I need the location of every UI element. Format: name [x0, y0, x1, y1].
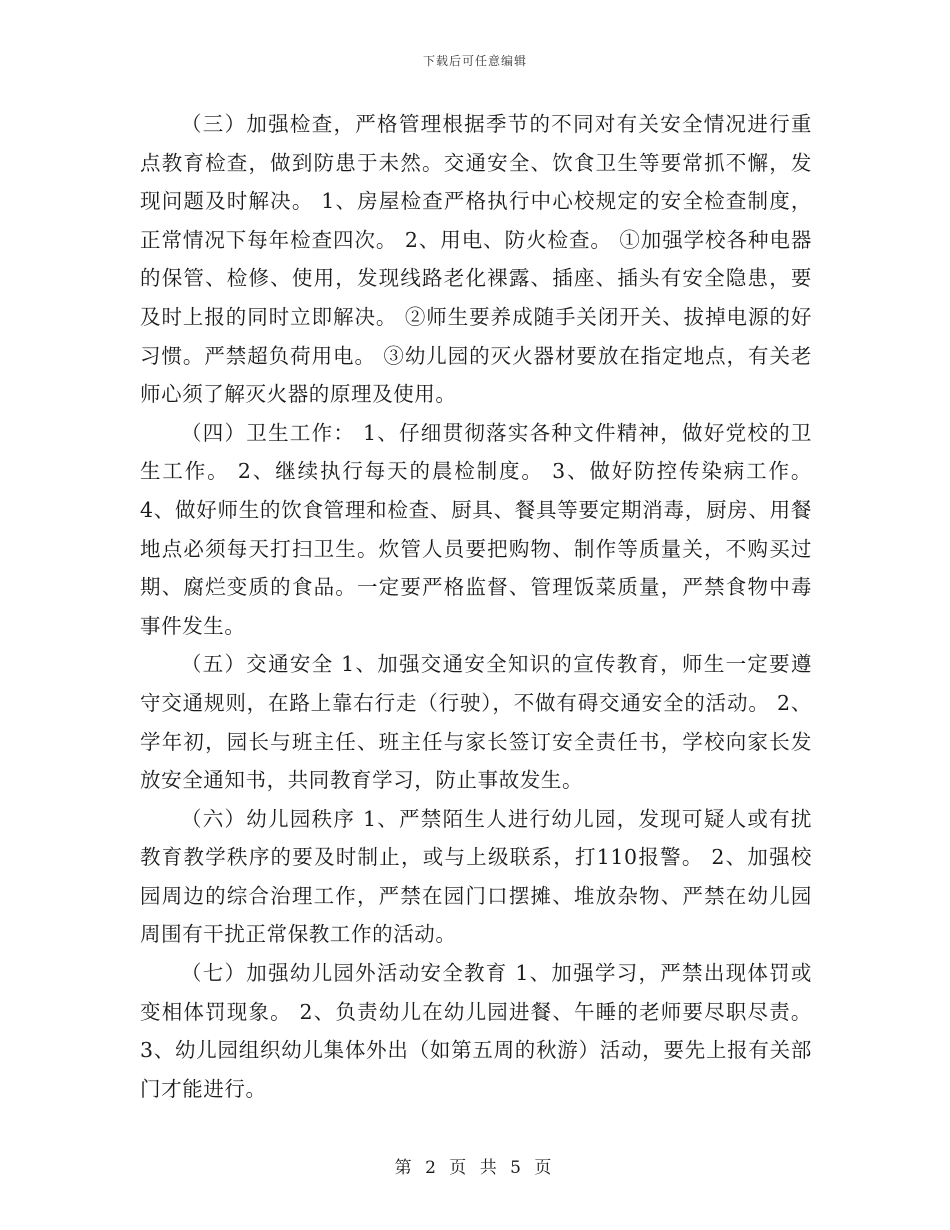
header-note: 下载后可任意编辑: [422, 54, 527, 68]
paragraph-hygiene: （四）卫生工作： 1、仔细贯彻落实各种文件精神，做好党校的卫生工作。 2、继续执行每天的晨检制度。 3、做好防控传染病工作。 4、做好师生的饮食管理和检查、厨具、餐具等要定期消毒，厨房、用餐地点必须每天打扫卫生。炊管人员要把购物、制作等质量关，不购买过期、腐烂变质的食品。一定要严格监督、管理饭菜质量，严禁食物中毒事件发生。: [140, 420, 812, 638]
paragraph-inspection: （三）加强检查，严格管理根据季节的不同对有关安全情况进行重点教育检查，做到防患于未然。交通安全、饮食卫生等要常抓不懈，发现问题及时解决。 1、房屋检查严格执行中心校规定的安全检查制度，正常情况下每年检查四次。 2、用电、防火检查。 ①加强学校各种电器的保管、检修、使用，发现线路老化裸露、插座、插头有安全隐患，要及时上报的同时立即解决。 ②师生要养成随手关闭开关、拔掉电源的好习惯。严禁超负荷用电。 ③幼儿园的灭火器材要放在指定地点，有关老师心须了解灭火器的原理及使用。: [140, 112, 812, 407]
page-number-footer: 第 2 页 共 5 页: [394, 1158, 556, 1178]
paragraph-outdoor-safety: （七）加强幼儿园外活动安全教育 1、加强学习，严禁出现体罚或变相体罚现象。 2、负责幼儿在幼儿园进餐、午睡的老师要尽职尽责。 3、幼儿园组织幼儿集体外出（如第五周的秋游）活动，要先上报有关部门才能进行。: [140, 961, 812, 1101]
paragraph-traffic-safety: （五）交通安全 1、加强交通安全知识的宣传教育，师生一定要遵守交通规则，在路上靠右行走（行驶），不做有碍交通安全的活动。 2、学年初，园长与班主任、班主任与家长签订安全责任书，学校向家长发放安全通知书，共同教育学习，防止事故发生。: [140, 652, 812, 793]
document-body: [140, 105, 812, 1108]
paragraph-kindergarten-order: （六）幼儿园秩序 1、严禁陌生人进行幼儿园，发现可疑人或有扰教育教学秩序的要及时制止，或与上级联系，打110报警。 2、加强校园周边的综合治理工作，严禁在园门口摆摊、堆放杂物、严禁在幼儿园周围有干扰正常保教工作的活动。: [140, 806, 812, 947]
